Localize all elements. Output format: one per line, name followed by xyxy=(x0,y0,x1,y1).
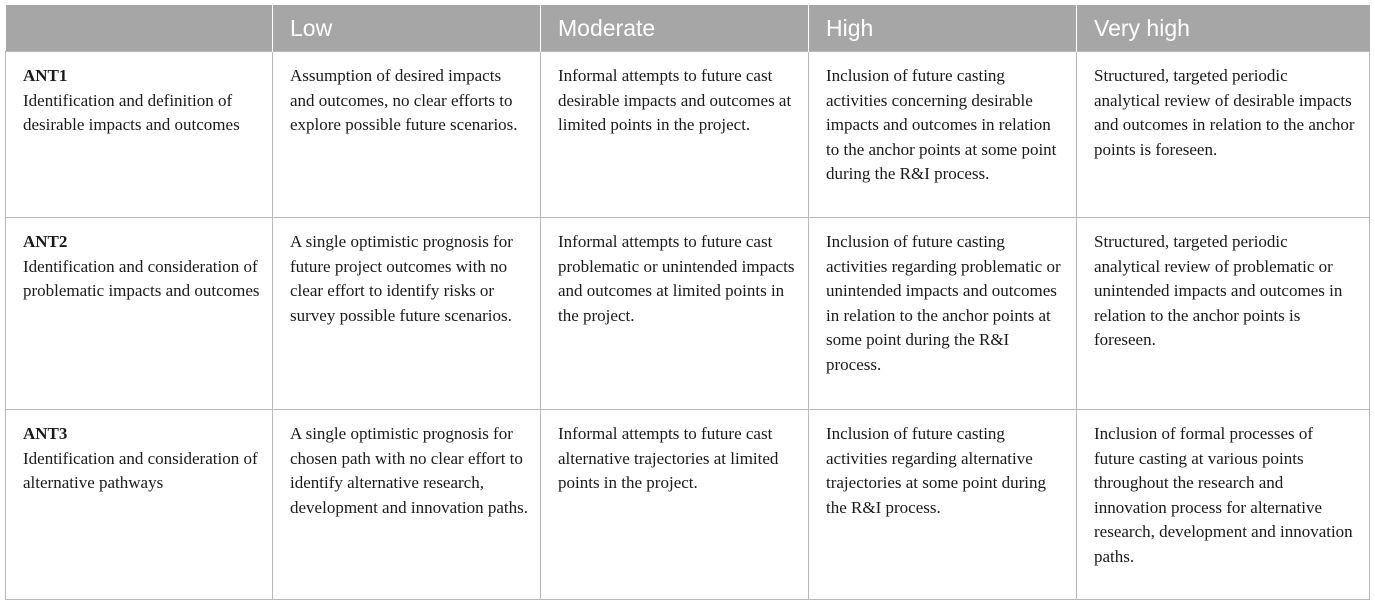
header-cell-high: High xyxy=(809,5,1077,52)
row-code: ANT1 xyxy=(23,66,68,85)
cell-high: Inclusion of future casting activities regarding problematic or unintended impacts and outcomes in relation to the anchor points at some point during the R&I process. xyxy=(809,218,1077,410)
cell-very-high: Inclusion of formal processes of future casting at various points throughout the research and innovation process for alternative research, development and innovation paths. xyxy=(1077,410,1370,600)
cell-moderate: Informal attempts to future cast problematic or unintended impacts and outcomes at limited points in the project. xyxy=(541,218,809,410)
row-header-cell xyxy=(6,52,273,218)
row-title: Identification and consideration of problematic impacts and outcomes xyxy=(23,256,260,301)
cell-low: A single optimistic prognosis for chosen path with no clear effort to identify alternative research, development and innovation paths. xyxy=(273,410,541,600)
row-code: ANT3 xyxy=(23,424,68,443)
row-header-cell xyxy=(6,218,273,410)
header-cell-moderate: Moderate xyxy=(541,5,809,52)
table-row xyxy=(6,410,1370,600)
cell-very-high: Structured, targeted periodic analytical review of desirable impacts and outcomes in relation to the anchor points is foreseen. xyxy=(1077,52,1370,218)
header-cell-empty xyxy=(6,5,273,52)
rubric-table-container xyxy=(5,5,1369,600)
header-cell-very-high: Very high xyxy=(1077,5,1370,52)
cell-low: A single optimistic prognosis for future project outcomes with no clear effort to identify risks or survey possible future scenarios. xyxy=(273,218,541,410)
header-cell-low: Low xyxy=(273,5,541,52)
cell-moderate: Informal attempts to future cast alternative trajectories at limited points in the project. xyxy=(541,410,809,600)
table-row xyxy=(6,218,1370,410)
row-title: Identification and definition of desirable impacts and outcomes xyxy=(23,90,240,135)
cell-very-high: Structured, targeted periodic analytical review of problematic or unintended impacts and outcomes in relation to the anchor points is foreseen. xyxy=(1077,218,1370,410)
header-row xyxy=(6,5,1370,52)
cell-high: Inclusion of future casting activities concerning desirable impacts and outcomes in relation to the anchor points at some point during the R&I process. xyxy=(809,52,1077,218)
row-header-cell xyxy=(6,410,273,600)
table-row xyxy=(6,52,1370,218)
cell-high: Inclusion of future casting activities regarding alternative trajectories at some point during the R&I process. xyxy=(809,410,1077,600)
rubric-table xyxy=(5,5,1370,600)
cell-moderate: Informal attempts to future cast desirable impacts and outcomes at limited points in the project. xyxy=(541,52,809,218)
row-code: ANT2 xyxy=(23,232,68,251)
cell-low: Assumption of desired impacts and outcomes, no clear efforts to explore possible future scenarios. xyxy=(273,52,541,218)
row-title: Identification and consideration of alternative pathways xyxy=(23,448,258,493)
